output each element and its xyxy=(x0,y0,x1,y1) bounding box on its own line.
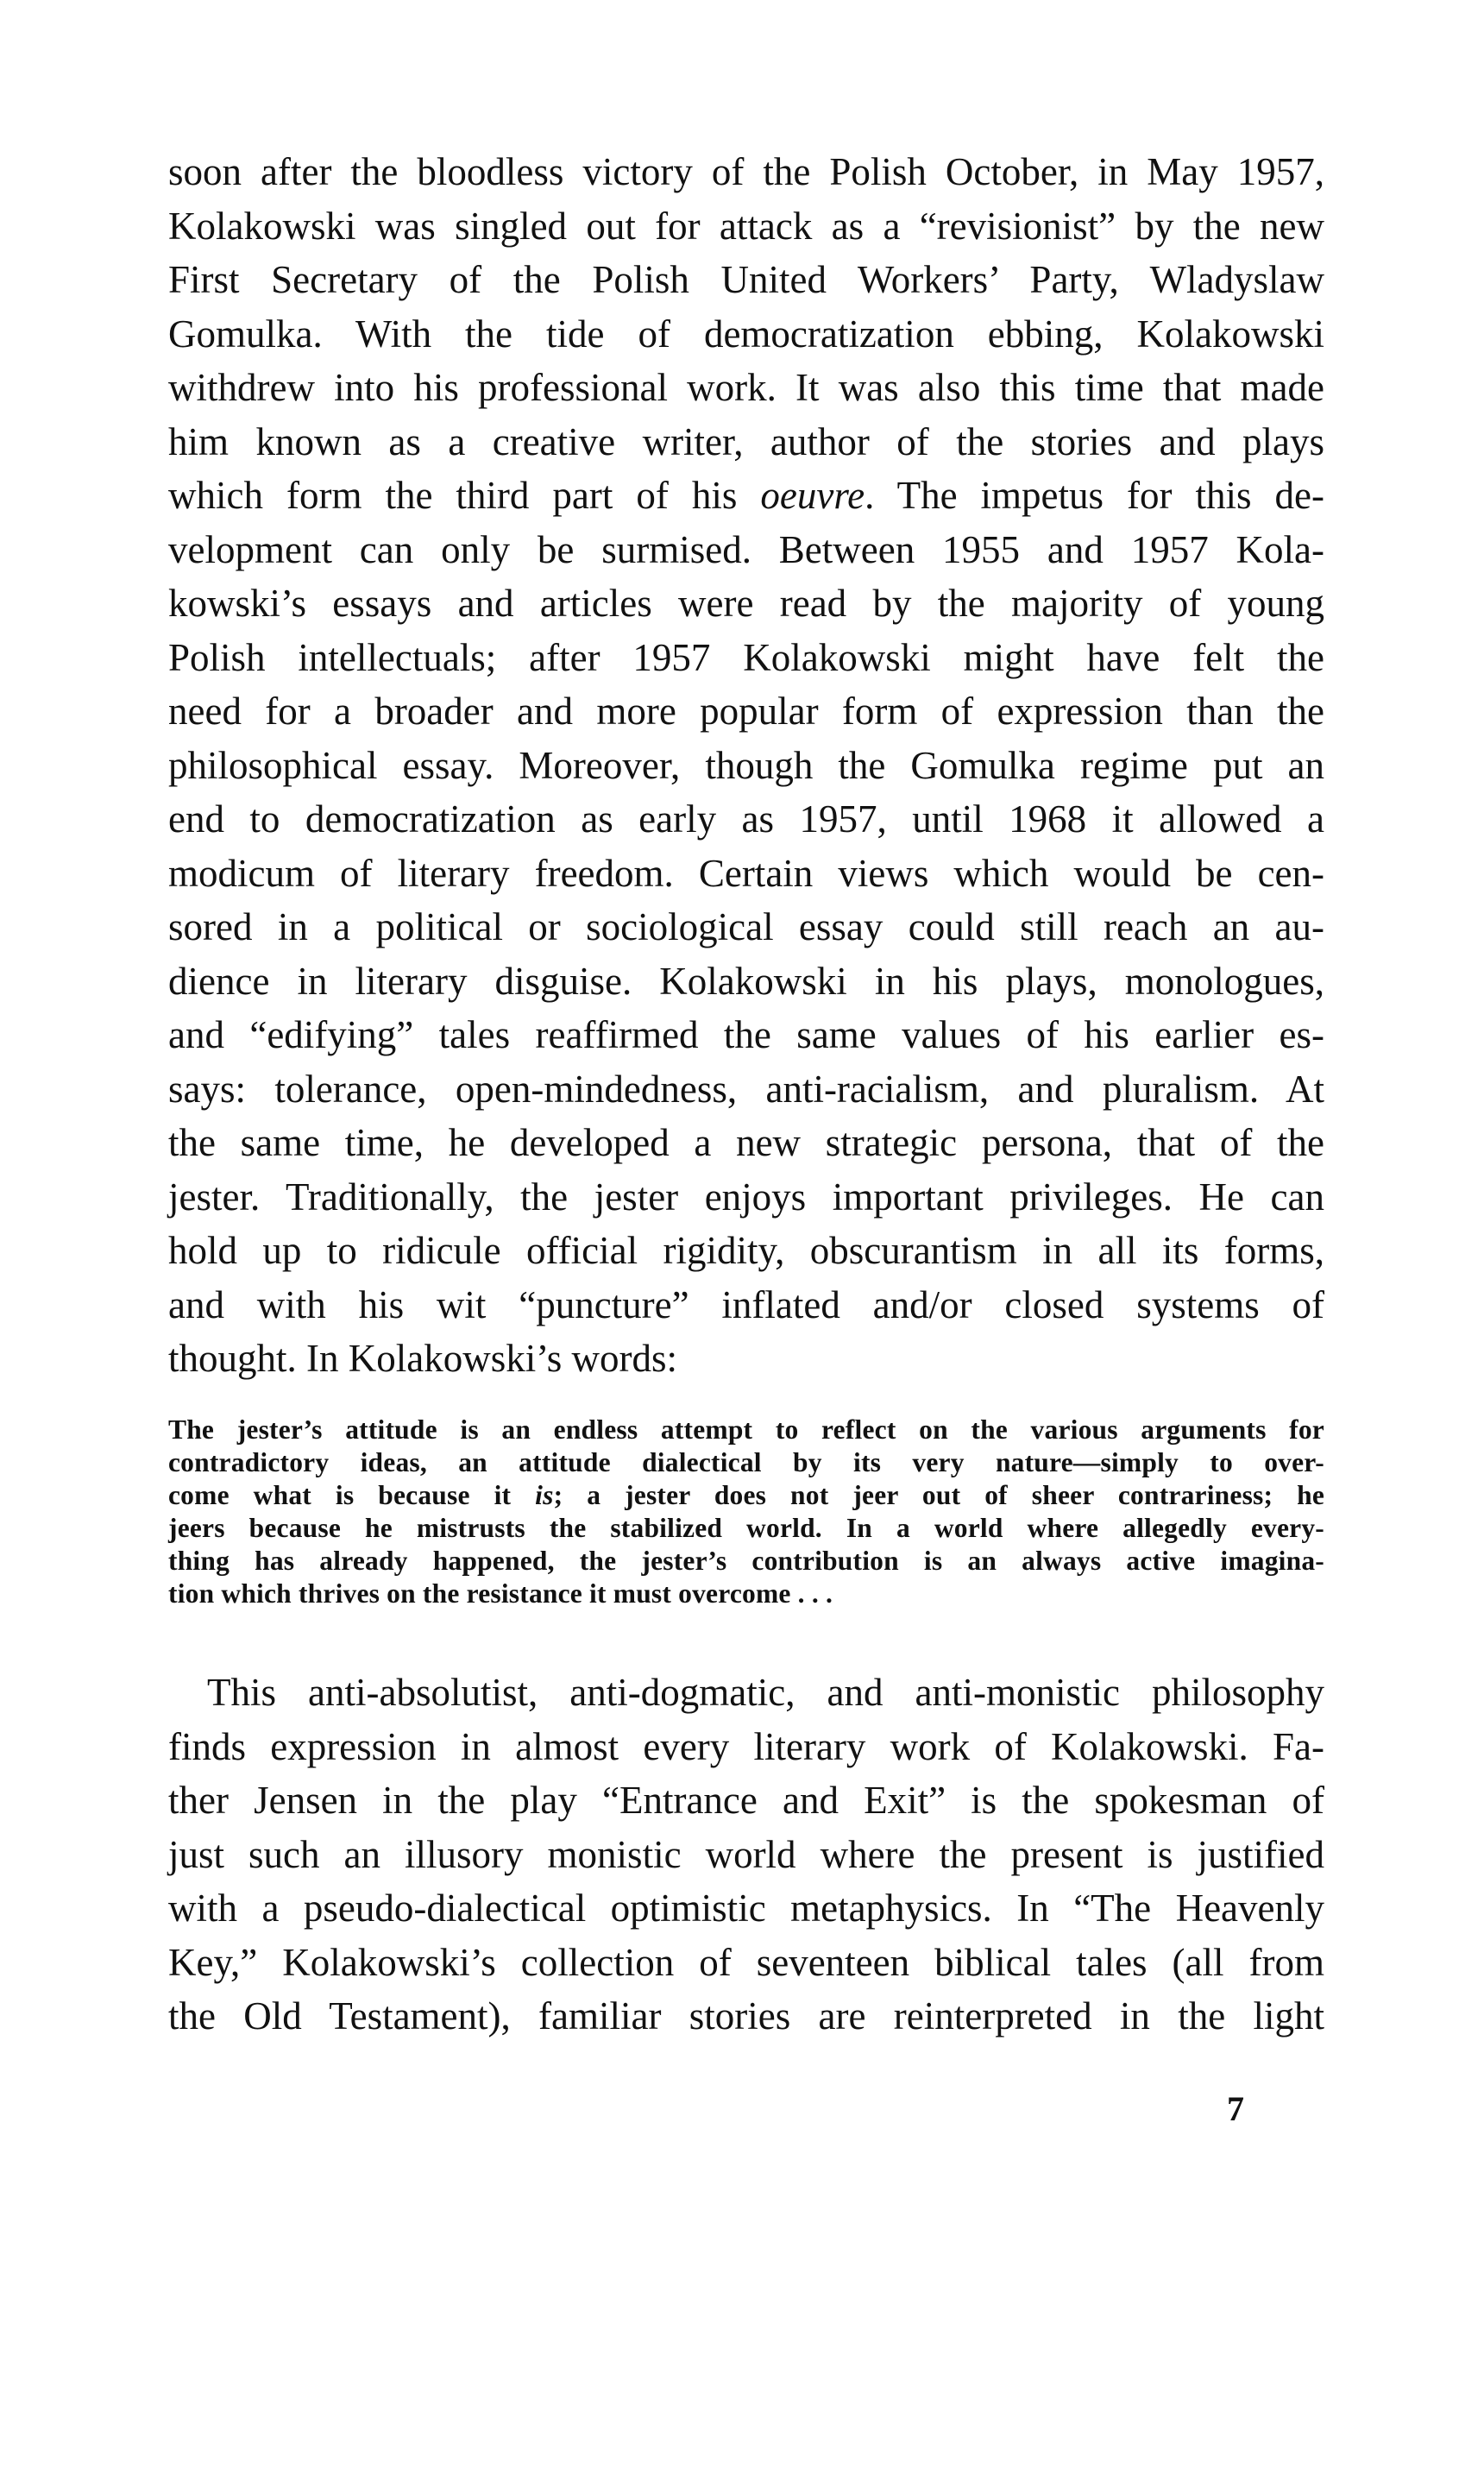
text-line: ther Jensen in the play “Entrance and Exit” is the spokesman of xyxy=(168,1779,1324,1822)
text-segment: which form the third part of his xyxy=(168,474,761,517)
text-line: and with his wit “puncture” inflated and/or closed systems of xyxy=(168,1282,1324,1326)
text-line: Key,” Kolakowski’s collection of seventeen biblical tales (all from xyxy=(168,1940,1324,1984)
text-line: Polish intellectuals; after 1957 Kolakowski might have felt the xyxy=(168,635,1324,679)
text-line: the Old Testament), familiar stories are reinterpreted in the light xyxy=(168,1994,1324,2038)
text-line: modicum of literary freedom. Certain views which would be cen- xyxy=(168,851,1324,895)
text-line: sored in a political or sociological essay could still reach an au- xyxy=(168,905,1324,948)
text-line: philosophical essay. Moreover, though the Gomulka regime put an xyxy=(168,743,1324,787)
quote-line: jeers because he mistrusts the stabilized world. In a world where allegedly every- xyxy=(168,1513,1324,1543)
text-segment: ; a jester does not jeer out of sheer contrariness; he xyxy=(553,1480,1325,1510)
text-line: dience in literary disguise. Kolakowski in his plays, monologues, xyxy=(168,959,1324,1003)
page-number: 7 xyxy=(1227,2089,1244,2128)
text-line: and “edifying” tales reaffirmed the same values of his earlier es- xyxy=(168,1013,1324,1056)
text-line: kowski’s essays and articles were read by the majority of young xyxy=(168,582,1324,625)
text-line: need for a broader and more popular form of expression than the xyxy=(168,690,1324,733)
text-line: Gomulka. With the tide of democratization ebbing, Kolakowski xyxy=(168,312,1324,356)
body-paragraph-1 xyxy=(168,145,1324,1386)
quote-line: contradictory ideas, an attitude dialectical by its very nature—simply to over- xyxy=(168,1447,1324,1477)
text-line: This anti-absolutist, anti-dogmatic, and anti-monistic philosophy xyxy=(207,1671,1324,1714)
text-segment: . The impetus for this de- xyxy=(865,474,1324,517)
quote-line-with-italic xyxy=(168,1479,1324,1512)
text-segment: come what is because it xyxy=(168,1480,536,1510)
text-line: the same time, he developed a new strategic persona, that of the xyxy=(168,1121,1324,1164)
quote-line: tion which thrives on the resistance it must overcome . . . xyxy=(168,1578,833,1609)
text-line: withdrew into his professional work. It was also this time that made xyxy=(168,366,1324,409)
text-line: soon after the bloodless victory of the Polish October, in May 1957, xyxy=(168,150,1324,193)
body-paragraph-2 xyxy=(168,1666,1324,2044)
quote-line: thing has already happened, the jester’s contribution is an always active imagina- xyxy=(168,1546,1324,1576)
text-line: with a pseudo-dialectical optimistic metaphysics. In “The Heavenly xyxy=(168,1886,1324,1930)
text-line: just such an illusory monistic world where the present is justified xyxy=(168,1832,1324,1876)
block-quote xyxy=(168,1414,1324,1610)
text-line: hold up to ridicule official rigidity, obscurantism in all its forms, xyxy=(168,1229,1324,1272)
quote-line: The jester’s attitude is an endless attempt to reflect on the various arguments for xyxy=(168,1414,1324,1445)
text-line: First Secretary of the Polish United Workers’ Party, Wladyslaw xyxy=(168,258,1324,301)
italic-term: oeuvre xyxy=(760,474,865,517)
text-line: end to democratization as early as 1957, until 1968 it allowed a xyxy=(168,797,1324,841)
text-line: finds expression in almost every literary work of Kolakowski. Fa- xyxy=(168,1724,1324,1768)
text-line-with-italic xyxy=(168,469,1324,523)
text-line: him known as a creative writer, author of the stories and plays xyxy=(168,419,1324,463)
text-line: says: tolerance, open-mindedness, anti-racialism, and pluralism. At xyxy=(168,1067,1324,1111)
text-line: thought. In Kolakowski’s words: xyxy=(168,1337,677,1380)
italic-term: is xyxy=(535,1480,554,1510)
text-line: Kolakowski was singled out for attack as a “revisionist” by the new xyxy=(168,204,1324,248)
text-line: jester. Traditionally, the jester enjoys important privileges. He can xyxy=(168,1175,1324,1219)
text-line: velopment can only be surmised. Between 1955 and 1957 Kola- xyxy=(168,527,1324,571)
